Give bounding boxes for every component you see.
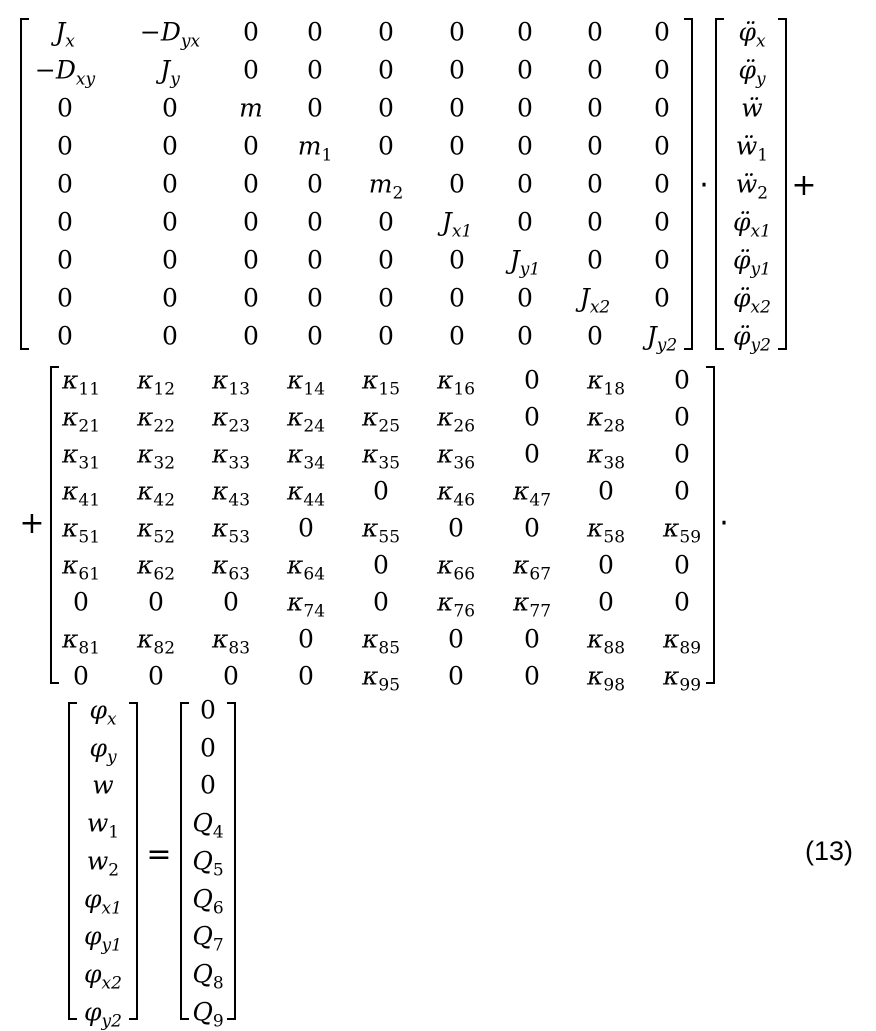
- matrix-cell: $\kappa_{66}$: [436, 550, 476, 585]
- matrix-cell: 0: [307, 283, 323, 313]
- vector-cell: $Q_9$: [192, 997, 224, 1031]
- plus-operator: +: [791, 168, 817, 203]
- stiffness-matrix: [50, 365, 715, 696]
- left-bracket: [715, 18, 724, 350]
- matrix-cell: $J_{y1}$: [509, 245, 541, 280]
- vector-cell: $\varphï_{y1}$: [733, 245, 771, 280]
- matrix-cell: 0: [449, 55, 465, 85]
- matrix-cell: 0: [223, 587, 239, 617]
- matrix-cell: 0: [524, 624, 540, 654]
- matrix-cell: $J_x$: [55, 17, 75, 52]
- matrix-cell: 0: [587, 321, 603, 351]
- matrix-cell: 0: [162, 93, 178, 123]
- vector-cell: ẅ$_1$: [735, 131, 769, 166]
- matrix-cell: 0: [148, 587, 164, 617]
- matrix-cell: $\kappa_{62}$: [136, 550, 176, 585]
- matrix-cell: 0: [524, 513, 540, 543]
- matrix-cell: $\kappa_{59}$: [662, 513, 702, 548]
- vector-cell: ẅ: [741, 93, 763, 123]
- matrix-cell: 0: [587, 93, 603, 123]
- matrix-cell: $\kappa_{42}$: [136, 476, 176, 511]
- right-bracket: [227, 702, 236, 1020]
- matrix-cell: 0: [517, 17, 533, 47]
- matrix-cell: 0: [448, 661, 464, 691]
- matrix-cell: $\kappa_{58}$: [586, 513, 626, 548]
- matrix-cell: $\kappa_{95}$: [361, 661, 401, 696]
- vector-cell: $\varphi_{y1}$: [84, 921, 122, 956]
- matrix-cell: $\kappa_{47}$: [512, 476, 552, 511]
- matrix-cell: 0: [598, 476, 614, 506]
- matrix-cell: 0: [162, 207, 178, 237]
- matrix-cell: 0: [674, 587, 690, 617]
- vector-cell: 0: [200, 733, 216, 763]
- matrix-cell: $m_2$: [368, 169, 404, 204]
- matrix-cell: $\kappa_{74}$: [286, 587, 326, 622]
- vector-cell: $\varphi_{y2}$: [84, 997, 122, 1031]
- matrix-cell: 0: [307, 93, 323, 123]
- matrix-cell: 0: [517, 55, 533, 85]
- displacement-vector: [68, 695, 138, 1031]
- matrix-cell: 0: [373, 587, 389, 617]
- vector-cell: w: [92, 770, 114, 800]
- vector-cell: $Q_6$: [192, 884, 224, 918]
- matrix-cell: 0: [654, 93, 670, 123]
- matrix-cell: $-D_{yx}$: [139, 17, 201, 52]
- matrix-cell: 0: [307, 207, 323, 237]
- matrix-cell: 0: [378, 283, 394, 313]
- matrix-cell: $\kappa_{32}$: [136, 439, 176, 474]
- matrix-cell: 0: [378, 17, 394, 47]
- matrix-cell: $\kappa_{12}$: [136, 365, 176, 400]
- matrix-cell: 0: [307, 55, 323, 85]
- matrix-cell: 0: [73, 587, 89, 617]
- vector-cell: $\varphï_{x1}$: [733, 207, 771, 242]
- matrix-cell: 0: [674, 439, 690, 469]
- matrix-cell: 0: [587, 17, 603, 47]
- matrix-cell: 0: [449, 93, 465, 123]
- matrix-cell: 0: [587, 55, 603, 85]
- right-bracket: [129, 702, 138, 1020]
- matrix-cell: 0: [674, 550, 690, 580]
- matrix-cell: 0: [243, 17, 259, 47]
- matrix-cell: $\kappa_{82}$: [136, 624, 176, 659]
- matrix-cell: 0: [524, 402, 540, 432]
- matrix-cell: $m_1$: [297, 131, 333, 166]
- left-bracket: [20, 18, 29, 350]
- vector-cell: $w_2$: [86, 846, 120, 881]
- matrix-cell: $J_y$: [160, 55, 180, 90]
- matrix-cell: 0: [378, 93, 394, 123]
- vector-cell: $Q_4$: [192, 808, 224, 843]
- matrix-cell: 0: [57, 245, 73, 275]
- matrix-cell: 0: [587, 169, 603, 199]
- matrix-cell: 0: [148, 661, 164, 691]
- vector-cell: $Q_5$: [192, 846, 224, 881]
- matrix-cell: 0: [654, 131, 670, 161]
- matrix-cell: $\kappa_{61}$: [61, 550, 101, 585]
- matrix-cell: $\kappa_{67}$: [512, 550, 552, 585]
- matrix-cell: 0: [373, 476, 389, 506]
- matrix-cell: 0: [378, 207, 394, 237]
- matrix-cell: $\kappa_{33}$: [211, 439, 251, 474]
- vector-cell: $\varphi_x$: [89, 695, 117, 730]
- left-bracket: [50, 366, 59, 684]
- matrix-cell: 0: [449, 321, 465, 351]
- matrix-cell: $\kappa_{21}$: [61, 402, 101, 437]
- matrix-cell: 0: [524, 365, 540, 395]
- matrix-cell: 0: [449, 245, 465, 275]
- vector-cell: $\varphi_y$: [89, 733, 117, 768]
- matrix-cell: 0: [517, 283, 533, 313]
- matrix-cell: 0: [162, 245, 178, 275]
- matrix-cell: 0: [57, 321, 73, 351]
- matrix-cell: 0: [57, 169, 73, 199]
- matrix-cell: $\kappa_{15}$: [361, 365, 401, 400]
- matrix-cell: $\kappa_{24}$: [286, 402, 326, 437]
- matrix-cell: 0: [654, 245, 670, 275]
- matrix-cell: 0: [587, 131, 603, 161]
- vector-cell: $\varphi_{x1}$: [84, 884, 122, 918]
- matrix-cell: 0: [307, 17, 323, 47]
- equation-number: (13): [805, 836, 854, 866]
- vector-cell: $w_1$: [86, 808, 120, 843]
- matrix-cell: 0: [378, 55, 394, 85]
- matrix-cell: 0: [162, 131, 178, 161]
- matrix-cell: 0: [524, 439, 540, 469]
- matrix-cell: 0: [57, 207, 73, 237]
- matrix-cell: 0: [598, 550, 614, 580]
- matrix-cell: 0: [243, 283, 259, 313]
- vector-cell: $\varphï_{x2}$: [733, 283, 771, 318]
- matrix-cell: 0: [57, 283, 73, 313]
- matrix-cell: $\kappa_{28}$: [586, 402, 626, 437]
- matrix-cell: 0: [654, 55, 670, 85]
- matrix-cell: $\kappa_{31}$: [61, 439, 101, 474]
- matrix-cell: 0: [57, 93, 73, 123]
- matrix-cell: 0: [674, 402, 690, 432]
- matrix-cell: m: [239, 93, 263, 123]
- matrix-cell: $\kappa_{88}$: [586, 624, 626, 659]
- matrix-cell: 0: [654, 169, 670, 199]
- matrix-cell: 0: [243, 207, 259, 237]
- vector-cell: $Q_7$: [192, 921, 224, 956]
- dot-operator: ·: [719, 506, 729, 541]
- matrix-cell: $\kappa_{55}$: [361, 513, 401, 548]
- left-bracket: [68, 702, 77, 1020]
- matrix-cell: $\kappa_{81}$: [61, 624, 101, 659]
- matrix-cell: $\kappa_{23}$: [211, 402, 251, 437]
- matrix-cell: $\kappa_{16}$: [436, 365, 476, 400]
- matrix-cell: $\kappa_{64}$: [286, 550, 326, 585]
- matrix-cell: $J_{x1}$: [441, 207, 473, 242]
- right-bracket: [684, 18, 693, 350]
- matrix-cell: $\kappa_{38}$: [586, 439, 626, 474]
- matrix-cell: 0: [587, 207, 603, 237]
- matrix-cell: $-D_{xy}$: [34, 55, 96, 90]
- matrix-cell: 0: [243, 169, 259, 199]
- matrix-cell: 0: [448, 624, 464, 654]
- force-vector: [180, 695, 236, 1031]
- matrix-cell: 0: [307, 245, 323, 275]
- matrix-cell: $\kappa_{53}$: [211, 513, 251, 548]
- right-bracket: [706, 366, 715, 684]
- matrix-cell: 0: [654, 17, 670, 47]
- matrix-cell: $J_{x2}$: [579, 283, 611, 318]
- matrix-cell: $\kappa_{14}$: [286, 365, 326, 400]
- equals-operator: =: [146, 837, 172, 872]
- matrix-cell: $\kappa_{85}$: [361, 624, 401, 659]
- matrix-cell: $\kappa_{43}$: [211, 476, 251, 511]
- matrix-cell: 0: [449, 169, 465, 199]
- matrix-cell: 0: [307, 169, 323, 199]
- matrix-cell: $\kappa_{26}$: [436, 402, 476, 437]
- matrix-cell: $\kappa_{41}$: [61, 476, 101, 511]
- matrix-cell: 0: [243, 131, 259, 161]
- right-bracket: [778, 18, 787, 350]
- matrix-cell: 0: [449, 283, 465, 313]
- vector-cell: $\varphï_x$: [738, 17, 766, 52]
- matrix-cell: $\kappa_{35}$: [361, 439, 401, 474]
- matrix-cell: 0: [162, 283, 178, 313]
- matrix-cell: $\kappa_{63}$: [211, 550, 251, 585]
- vector-cell: $\varphï_y$: [738, 55, 766, 90]
- matrix-cell: $\kappa_{52}$: [136, 513, 176, 548]
- matrix-cell: 0: [654, 283, 670, 313]
- matrix-cell: 0: [517, 207, 533, 237]
- matrix-cell: $\kappa_{36}$: [436, 439, 476, 474]
- acceleration-vector: [715, 17, 787, 356]
- matrix-cell: 0: [517, 131, 533, 161]
- matrix-cell: 0: [298, 661, 314, 691]
- vector-cell: 0: [200, 770, 216, 800]
- matrix-cell: 0: [517, 321, 533, 351]
- vector-cell: $\varphï_{y2}$: [733, 321, 771, 356]
- matrix-cell: 0: [162, 321, 178, 351]
- matrix-cell: $\kappa_{46}$: [436, 476, 476, 511]
- matrix-cell: 0: [298, 513, 314, 543]
- matrix-cell: 0: [517, 169, 533, 199]
- matrix-cell: 0: [243, 55, 259, 85]
- matrix-cell: $\kappa_{77}$: [512, 587, 552, 622]
- matrix-cell: $\kappa_{22}$: [136, 402, 176, 437]
- plus-operator: +: [19, 506, 45, 541]
- matrix-cell: 0: [243, 245, 259, 275]
- matrix-cell: 0: [162, 169, 178, 199]
- matrix-cell: $\kappa_{34}$: [286, 439, 326, 474]
- matrix-cell: $\kappa_{98}$: [586, 661, 626, 696]
- matrix-cell: $\kappa_{83}$: [211, 624, 251, 659]
- matrix-cell: 0: [449, 17, 465, 47]
- matrix-cell: 0: [448, 513, 464, 543]
- matrix-cell: 0: [373, 550, 389, 580]
- matrix-cell: $\kappa_{89}$: [662, 624, 702, 659]
- matrix-cell: $\kappa_{11}$: [61, 365, 101, 400]
- vector-cell: $Q_8$: [192, 959, 224, 994]
- vector-cell: $\varphi_{x2}$: [84, 959, 122, 994]
- matrix-cell: $\kappa_{99}$: [662, 661, 702, 696]
- matrix-cell: 0: [517, 93, 533, 123]
- matrix-cell: $J_{y2}$: [646, 321, 678, 356]
- matrix-cell: 0: [298, 624, 314, 654]
- matrix-cell: $\kappa_{25}$: [361, 402, 401, 437]
- matrix-cell: 0: [378, 131, 394, 161]
- matrix-cell: 0: [307, 321, 323, 351]
- matrix-cell: 0: [587, 245, 603, 275]
- left-bracket: [180, 702, 189, 1020]
- matrix-cell: $\kappa_{76}$: [436, 587, 476, 622]
- matrix-cell: 0: [674, 365, 690, 395]
- matrix-cell: 0: [378, 321, 394, 351]
- matrix-cell: 0: [674, 476, 690, 506]
- matrix-cell: 0: [223, 661, 239, 691]
- vector-cell: ẅ$_2$: [735, 169, 769, 204]
- matrix-cell: 0: [449, 131, 465, 161]
- matrix-cell: 0: [243, 321, 259, 351]
- matrix-cell: $\kappa_{13}$: [211, 365, 251, 400]
- vector-cell: 0: [200, 695, 216, 725]
- matrix-cell: 0: [654, 207, 670, 237]
- inertia-matrix: [20, 17, 693, 356]
- matrix-cell: $\kappa_{51}$: [61, 513, 101, 548]
- matrix-cell: 0: [598, 587, 614, 617]
- dot-operator: ·: [699, 168, 709, 203]
- matrix-cell: 0: [73, 661, 89, 691]
- matrix-cell: 0: [378, 245, 394, 275]
- matrix-cell: 0: [57, 131, 73, 161]
- matrix-cell: 0: [524, 661, 540, 691]
- matrix-cell: $\kappa_{18}$: [586, 365, 626, 400]
- matrix-cell: $\kappa_{44}$: [286, 476, 326, 511]
